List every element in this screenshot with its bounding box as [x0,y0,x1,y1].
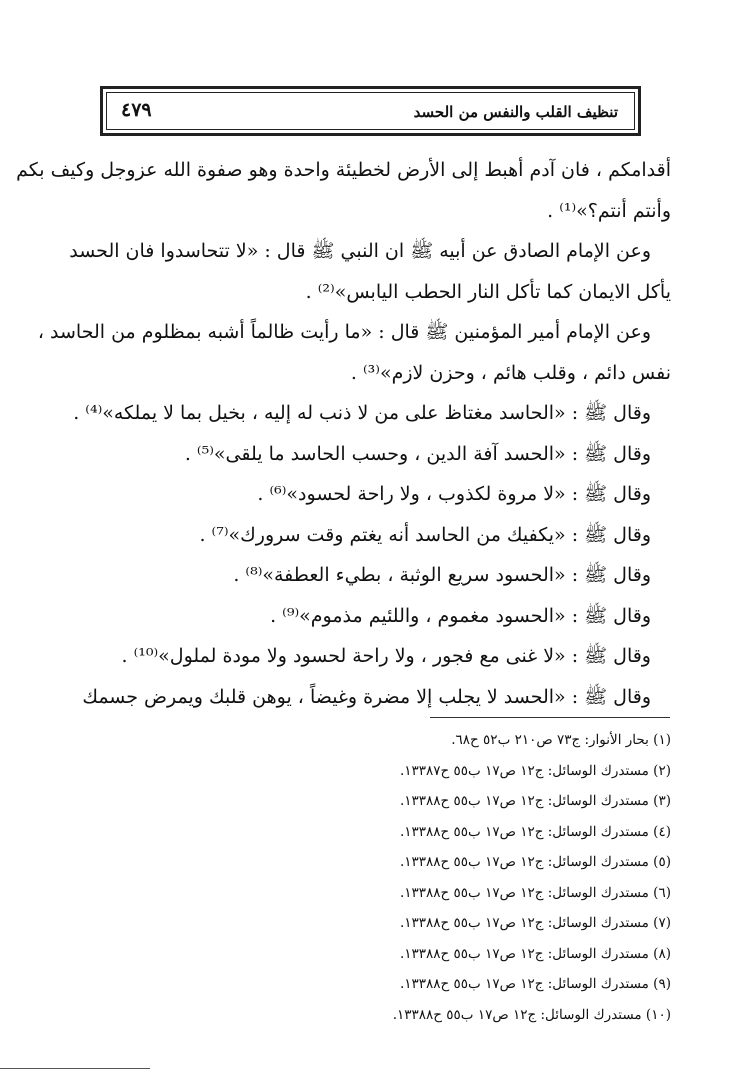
body-line: وقال ﷺ : «لا مروة لكذوب ، ولا راحة لحسود»⁽⁶⁾ . [257,483,651,505]
footnote: (٤) مستدرك الوسائل: ج١٢ ص١٧ ب٥٥ ح١٣٣٨٨. [399,823,671,840]
running-title: تنظيف القلب والنفس من الحسد [413,103,618,121]
body-line: وقال ﷺ : «لا غنى مع فجور ، ولا راحة لحسود ولا مودة لملول»⁽¹⁰⁾ . [121,645,651,667]
page-header [100,86,641,136]
page-edge-line [0,1068,150,1069]
footnote-separator [430,717,670,718]
body-line: وقال ﷺ : «الحسد آفة الدين ، وحسب الحاسد ما يلقى»⁽⁵⁾ . [184,442,651,465]
page-number: ٤٧٩ [121,99,152,121]
body-line: أقدامكم ، فان آدم أهبط إلى الأرض لخطيئة واحدة وهو صفوة الله عزوجل وكيف بكم [16,159,671,181]
body-line: يأكل الايمان كما تأكل النار الحطب اليابس»⁽²⁾ . [305,280,671,303]
body-line: وأنتم أنتم؟»⁽¹⁾ . [547,199,671,222]
body-text [16,150,671,717]
footnote: (٦) مستدرك الوسائل: ج١٢ ص١٧ ب٥٥ ح١٣٣٨٨. [399,884,671,901]
footnote: (٥) مستدرك الوسائل: ج١٢ ص١٧ ب٥٥ ح١٣٣٨٨. [399,854,671,870]
body-line: وعن الإمام الصادق عن أبيه ﷺ ان النبي ﷺ قال : «لا تتحاسدوا فان الحسد [69,240,651,262]
footnote: (٧) مستدرك الوسائل: ج١٢ ص١٧ ب٥٥ ح١٣٣٨٨. [399,915,671,931]
body-line: وقال ﷺ : «الحسود سريع الوثبة ، بطيء العطفة»⁽⁸⁾ . [233,564,651,586]
body-line: وقال ﷺ : «الحسد لا يجلب إلا مضرة وغيضاً ، يوهن قلبك ويمرض جسمك [82,685,651,708]
body-line: وقال ﷺ : «الحسود مغموم ، واللئيم مذموم»⁽⁹⁾ . [270,604,651,627]
body-line: وقال ﷺ : «يكفيك من الحاسد أنه يغتم وقت سرورك»⁽⁷⁾ . [199,523,651,546]
footnote: (٢) مستدرك الوسائل: ج١٢ ص١٧ ب٥٥ ح١٣٣٨٧. [399,762,671,779]
footnote: (٩) مستدرك الوسائل: ج١٢ ص١٧ ب٥٥ ح١٣٣٨٨. [399,976,671,992]
footnote: (١) بحار الأنوار: ج٧٣ ص٢١٠ ب٥٢ ح٦٨. [451,732,671,748]
footnote: (٨) مستدرك الوسائل: ج١٢ ص١٧ ب٥٥ ح١٣٣٨٨. [399,945,671,962]
body-line: نفس دائم ، وقلب هائم ، وحزن لازم»⁽³⁾ . [350,361,671,384]
footnote: (١٠) مستدرك الوسائل: ج١٢ ص١٧ ب٥٥ ح١٣٣٨٨. [392,1006,671,1023]
footnote: (٣) مستدرك الوسائل: ج١٢ ص١٧ ب٥٥ ح١٣٣٨٨. [399,793,671,809]
footnotes [280,725,671,1030]
body-line: وقال ﷺ : «الحاسد مغتاظ على من لا ذنب له إليه ، بخيل بما لا يملكه»⁽⁴⁾ . [73,402,651,424]
body-line: وعن الإمام أمير المؤمنين ﷺ قال : «ما رأيت ظالماً أشبه بمظلوم من الحاسد ، [37,321,651,343]
